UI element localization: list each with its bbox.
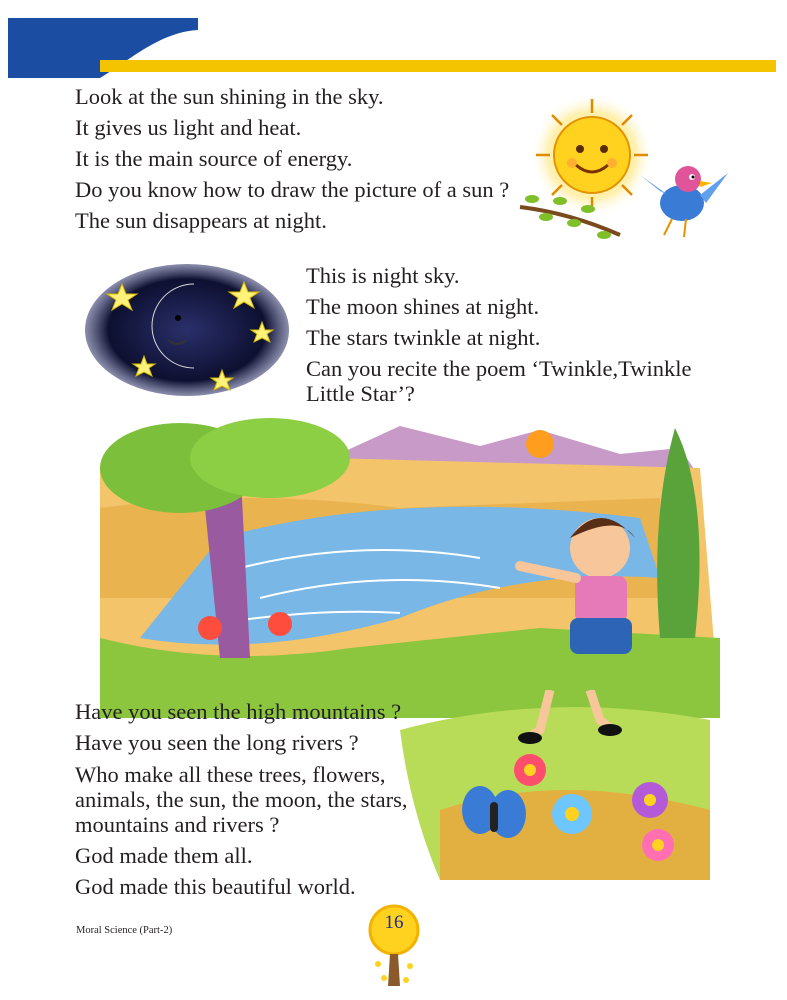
question-line-7: God made this beautiful world. — [75, 874, 356, 899]
question-line-4: animals, the sun, the moon, the stars, — [75, 787, 408, 812]
book-title-footer: Moral Science (Part-2) — [76, 925, 173, 936]
intro-line-2: It gives us light and heat. — [75, 115, 302, 140]
question-line-2: Have you seen the long rivers ? — [75, 730, 359, 755]
meadow-flowers-illustration — [400, 690, 710, 880]
question-line-3: Who make all these trees, flowers, — [75, 762, 386, 787]
question-line-1: Have you seen the high mountains ? — [75, 699, 402, 724]
night-line-4: Can you recite the poem ‘Twinkle,Twinkle — [306, 356, 692, 381]
night-line-1: This is night sky. — [306, 263, 460, 288]
page-number: 16 — [384, 912, 404, 933]
night-line-2: The moon shines at night. — [306, 294, 540, 319]
night-line-3: The stars twinkle at night. — [306, 325, 541, 350]
intro-line-3: It is the main source of energy. — [75, 146, 353, 171]
intro-line-4: Do you know how to draw the picture of a sun ? — [75, 177, 510, 202]
sun-and-bird-illustration — [500, 95, 740, 255]
night-sky-illustration — [82, 262, 292, 402]
night-line-5: Little Star’? — [306, 381, 415, 406]
landscape-illustration — [100, 418, 720, 718]
intro-line-5: The sun disappears at night. — [75, 208, 327, 233]
header-yellow-bar — [100, 60, 776, 72]
question-line-6: God made them all. — [75, 843, 253, 868]
question-line-5: mountains and rivers ? — [75, 812, 280, 837]
intro-line-1: Look at the sun shining in the sky. — [75, 84, 384, 109]
